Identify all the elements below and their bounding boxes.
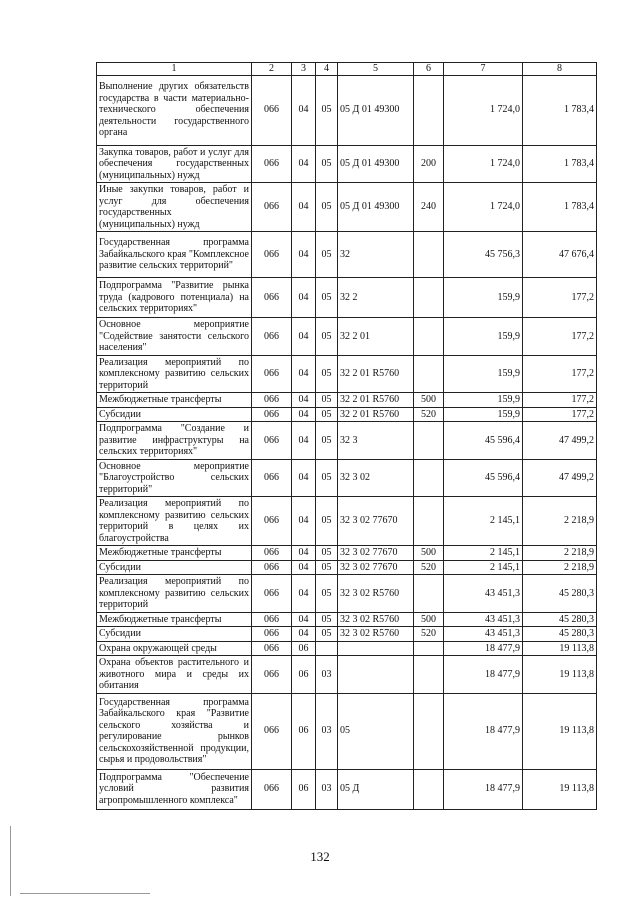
row-section-cell: 04: [292, 355, 316, 393]
table-row: [97, 693, 597, 769]
row-subsection-cell: 05: [316, 278, 338, 318]
table-row: [97, 656, 597, 694]
table-row: [97, 183, 597, 232]
table-row: [97, 769, 597, 809]
row-section-cell: 04: [292, 497, 316, 546]
row-section-cell: 04: [292, 546, 316, 561]
row-section-cell: 06: [292, 656, 316, 694]
row-amount-year2-cell: 45 280,3: [523, 575, 597, 613]
table-row: [97, 575, 597, 613]
row-target-article-cell: 05 Д: [338, 769, 414, 809]
row-name-cell: Реализация мероприятий по комплексному развитию сельских территорий: [97, 355, 252, 393]
row-name-cell: Субсидии: [97, 627, 252, 642]
row-amount-year2-cell: 19 113,8: [523, 769, 597, 809]
row-subsection-cell: 05: [316, 497, 338, 546]
row-name-cell: Подпрограмма "Обеспечение условий развития агропромышленного комплекса": [97, 769, 252, 809]
row-subsection-cell: 03: [316, 769, 338, 809]
row-expense-type-cell: [414, 656, 444, 694]
row-section-cell: 04: [292, 459, 316, 497]
row-section-cell: 04: [292, 393, 316, 408]
row-amount-year2-cell: 2 218,9: [523, 546, 597, 561]
table-row: [97, 145, 597, 183]
row-amount-year1-cell: 18 477,9: [444, 769, 523, 809]
row-section-cell: 04: [292, 232, 316, 278]
row-name-cell: Подпрограмма "Создание и развитие инфраструктуры на сельских территориях": [97, 422, 252, 460]
row-target-article-cell: 32 3: [338, 422, 414, 460]
row-name-cell: Межбюджетные трансферты: [97, 393, 252, 408]
row-amount-year2-cell: 1 783,4: [523, 75, 597, 145]
row-amount-year2-cell: 19 113,8: [523, 641, 597, 656]
row-amount-year2-cell: 2 218,9: [523, 497, 597, 546]
row-amount-year1-cell: 1 724,0: [444, 183, 523, 232]
row-expense-type-cell: [414, 693, 444, 769]
header-cell: 2: [252, 63, 292, 76]
row-section-cell: 04: [292, 407, 316, 422]
row-target-article-cell: 05 Д 01 49300: [338, 183, 414, 232]
row-target-article-cell: [338, 641, 414, 656]
row-subsection-cell: 05: [316, 575, 338, 613]
row-amount-year1-cell: 159,9: [444, 318, 523, 356]
row-ministry-code-cell: 066: [252, 612, 292, 627]
row-name-cell: Основное мероприятие "Благоустройство сельских территорий": [97, 459, 252, 497]
row-ministry-code-cell: 066: [252, 769, 292, 809]
row-amount-year2-cell: 1 783,4: [523, 183, 597, 232]
row-amount-year1-cell: 159,9: [444, 407, 523, 422]
row-subsection-cell: 05: [316, 422, 338, 460]
row-subsection-cell: 03: [316, 693, 338, 769]
table-body: [97, 63, 597, 810]
row-ministry-code-cell: 066: [252, 393, 292, 408]
row-subsection-cell: 05: [316, 232, 338, 278]
row-ministry-code-cell: 066: [252, 232, 292, 278]
row-subsection-cell: 05: [316, 355, 338, 393]
row-amount-year2-cell: 177,2: [523, 407, 597, 422]
row-expense-type-cell: [414, 769, 444, 809]
row-amount-year1-cell: 2 145,1: [444, 560, 523, 575]
row-expense-type-cell: 500: [414, 393, 444, 408]
row-name-cell: Государственная программа Забайкальского края "Развитие сельского хозяйства и регулирование рынков сельскохозяйственной продукции, сырья и продовольствия": [97, 693, 252, 769]
table-row: [97, 393, 597, 408]
row-expense-type-cell: [414, 355, 444, 393]
row-amount-year1-cell: 45 756,3: [444, 232, 523, 278]
row-expense-type-cell: 520: [414, 407, 444, 422]
row-amount-year1-cell: 1 724,0: [444, 75, 523, 145]
row-ministry-code-cell: 066: [252, 546, 292, 561]
row-name-cell: Реализация мероприятий по комплексному развитию сельских территорий: [97, 575, 252, 613]
row-expense-type-cell: [414, 75, 444, 145]
table-row: [97, 459, 597, 497]
row-amount-year1-cell: 43 451,3: [444, 575, 523, 613]
row-ministry-code-cell: 066: [252, 459, 292, 497]
header-cell: 4: [316, 63, 338, 76]
table-row: [97, 318, 597, 356]
row-expense-type-cell: 520: [414, 627, 444, 642]
row-name-cell: Выполнение других обязательств государства в части материально-технического обеспечения деятельности государственного органа: [97, 75, 252, 145]
row-subsection-cell: 05: [316, 546, 338, 561]
row-ministry-code-cell: 066: [252, 693, 292, 769]
row-subsection-cell: [316, 641, 338, 656]
row-amount-year1-cell: 18 477,9: [444, 693, 523, 769]
row-section-cell: 04: [292, 145, 316, 183]
row-expense-type-cell: [414, 497, 444, 546]
row-amount-year2-cell: 47 676,4: [523, 232, 597, 278]
row-amount-year2-cell: 177,2: [523, 393, 597, 408]
table-row: [97, 422, 597, 460]
row-name-cell: Реализация мероприятий по комплексному развитию сельских территорий в целях их благоустройства: [97, 497, 252, 546]
row-name-cell: Межбюджетные трансферты: [97, 612, 252, 627]
row-amount-year2-cell: 177,2: [523, 278, 597, 318]
header-cell: 5: [338, 63, 414, 76]
table-row: [97, 75, 597, 145]
row-section-cell: 04: [292, 318, 316, 356]
row-name-cell: Закупка товаров, работ и услуг для обеспечения государственных (муниципальных) нужд: [97, 145, 252, 183]
row-subsection-cell: 03: [316, 656, 338, 694]
row-name-cell: Межбюджетные трансферты: [97, 546, 252, 561]
row-amount-year1-cell: 18 477,9: [444, 656, 523, 694]
row-section-cell: 04: [292, 575, 316, 613]
row-amount-year1-cell: 18 477,9: [444, 641, 523, 656]
table-row: [97, 407, 597, 422]
row-section-cell: 06: [292, 693, 316, 769]
row-subsection-cell: 05: [316, 145, 338, 183]
row-target-article-cell: 32 2 01 R5760: [338, 407, 414, 422]
row-amount-year2-cell: 177,2: [523, 318, 597, 356]
row-section-cell: 04: [292, 75, 316, 145]
row-name-cell: Субсидии: [97, 560, 252, 575]
table-row: [97, 612, 597, 627]
table-row: [97, 546, 597, 561]
row-expense-type-cell: 200: [414, 145, 444, 183]
row-expense-type-cell: [414, 422, 444, 460]
row-amount-year2-cell: 45 280,3: [523, 612, 597, 627]
row-target-article-cell: 32 3 02 R5760: [338, 612, 414, 627]
row-amount-year1-cell: 2 145,1: [444, 546, 523, 561]
row-amount-year2-cell: 45 280,3: [523, 627, 597, 642]
table-row: [97, 560, 597, 575]
row-subsection-cell: 05: [316, 183, 338, 232]
row-ministry-code-cell: 066: [252, 575, 292, 613]
row-target-article-cell: [338, 656, 414, 694]
row-amount-year1-cell: 1 724,0: [444, 145, 523, 183]
row-section-cell: 06: [292, 641, 316, 656]
row-ministry-code-cell: 066: [252, 355, 292, 393]
row-expense-type-cell: [414, 278, 444, 318]
row-target-article-cell: 32 2 01 R5760: [338, 393, 414, 408]
row-ministry-code-cell: 066: [252, 627, 292, 642]
row-target-article-cell: 32 3 02 77670: [338, 546, 414, 561]
row-amount-year1-cell: 159,9: [444, 393, 523, 408]
row-subsection-cell: 05: [316, 318, 338, 356]
row-ministry-code-cell: 066: [252, 641, 292, 656]
row-amount-year2-cell: 1 783,4: [523, 145, 597, 183]
margin-line-left: [10, 826, 11, 896]
row-expense-type-cell: [414, 232, 444, 278]
row-amount-year1-cell: 43 451,3: [444, 612, 523, 627]
row-section-cell: 04: [292, 612, 316, 627]
row-target-article-cell: 32 2: [338, 278, 414, 318]
table-row: [97, 278, 597, 318]
row-name-cell: Основное мероприятие "Содействие занятости сельского населения": [97, 318, 252, 356]
row-name-cell: Охрана объектов растительного и животного мира и среды их обитания: [97, 656, 252, 694]
row-subsection-cell: 05: [316, 459, 338, 497]
row-section-cell: 04: [292, 278, 316, 318]
row-ministry-code-cell: 066: [252, 278, 292, 318]
table-row: [97, 232, 597, 278]
row-section-cell: 04: [292, 422, 316, 460]
row-target-article-cell: 32 2 01 R5760: [338, 355, 414, 393]
row-expense-type-cell: [414, 459, 444, 497]
row-name-cell: Иные закупки товаров, работ и услуг для обеспечения государственных (муниципальных) нужд: [97, 183, 252, 232]
row-expense-type-cell: [414, 318, 444, 356]
row-amount-year1-cell: 45 596,4: [444, 422, 523, 460]
row-name-cell: Субсидии: [97, 407, 252, 422]
row-name-cell: Охрана окружающей среды: [97, 641, 252, 656]
table-row: [97, 641, 597, 656]
row-amount-year2-cell: 47 499,2: [523, 459, 597, 497]
page-number: 132: [310, 849, 330, 864]
row-amount-year1-cell: 2 145,1: [444, 497, 523, 546]
row-amount-year1-cell: 45 596,4: [444, 459, 523, 497]
row-ministry-code-cell: 066: [252, 183, 292, 232]
row-amount-year2-cell: 19 113,8: [523, 693, 597, 769]
row-expense-type-cell: [414, 575, 444, 613]
row-ministry-code-cell: 066: [252, 145, 292, 183]
table-row: [97, 355, 597, 393]
row-section-cell: 04: [292, 183, 316, 232]
header-cell: 3: [292, 63, 316, 76]
row-target-article-cell: 32 3 02 R5760: [338, 575, 414, 613]
row-ministry-code-cell: 066: [252, 318, 292, 356]
row-amount-year2-cell: 177,2: [523, 355, 597, 393]
row-ministry-code-cell: 066: [252, 422, 292, 460]
row-amount-year2-cell: 2 218,9: [523, 560, 597, 575]
header-cell: 6: [414, 63, 444, 76]
header-cell: 8: [523, 63, 597, 76]
table-header-row: [97, 63, 597, 76]
row-target-article-cell: 32: [338, 232, 414, 278]
row-expense-type-cell: 500: [414, 546, 444, 561]
row-section-cell: 06: [292, 769, 316, 809]
row-subsection-cell: 05: [316, 393, 338, 408]
row-target-article-cell: 32 3 02 77670: [338, 497, 414, 546]
row-target-article-cell: 32 3 02 77670: [338, 560, 414, 575]
row-amount-year1-cell: 159,9: [444, 355, 523, 393]
table-row: [97, 497, 597, 546]
row-subsection-cell: 05: [316, 560, 338, 575]
row-ministry-code-cell: 066: [252, 407, 292, 422]
header-cell: 1: [97, 63, 252, 76]
row-name-cell: Государственная программа Забайкальского края "Комплексное развитие сельских территорий": [97, 232, 252, 278]
row-amount-year1-cell: 43 451,3: [444, 627, 523, 642]
row-ministry-code-cell: 066: [252, 560, 292, 575]
row-expense-type-cell: 240: [414, 183, 444, 232]
row-amount-year1-cell: 159,9: [444, 278, 523, 318]
row-ministry-code-cell: 066: [252, 75, 292, 145]
row-ministry-code-cell: 066: [252, 656, 292, 694]
row-subsection-cell: 05: [316, 612, 338, 627]
row-name-cell: Подпрограмма "Развитие рынка труда (кадрового потенциала) на сельских территориях": [97, 278, 252, 318]
row-section-cell: 04: [292, 560, 316, 575]
row-subsection-cell: 05: [316, 407, 338, 422]
row-expense-type-cell: [414, 641, 444, 656]
row-amount-year2-cell: 19 113,8: [523, 656, 597, 694]
row-target-article-cell: 32 3 02 R5760: [338, 627, 414, 642]
row-section-cell: 04: [292, 627, 316, 642]
row-target-article-cell: 05: [338, 693, 414, 769]
row-target-article-cell: 05 Д 01 49300: [338, 75, 414, 145]
margin-line-bottom: [20, 893, 150, 894]
row-expense-type-cell: 500: [414, 612, 444, 627]
row-subsection-cell: 05: [316, 627, 338, 642]
row-target-article-cell: 32 3 02: [338, 459, 414, 497]
row-target-article-cell: 32 2 01: [338, 318, 414, 356]
row-subsection-cell: 05: [316, 75, 338, 145]
table-row: [97, 627, 597, 642]
budget-table: [96, 62, 597, 810]
row-expense-type-cell: 520: [414, 560, 444, 575]
header-cell: 7: [444, 63, 523, 76]
row-target-article-cell: 05 Д 01 49300: [338, 145, 414, 183]
row-ministry-code-cell: 066: [252, 497, 292, 546]
row-amount-year2-cell: 47 499,2: [523, 422, 597, 460]
